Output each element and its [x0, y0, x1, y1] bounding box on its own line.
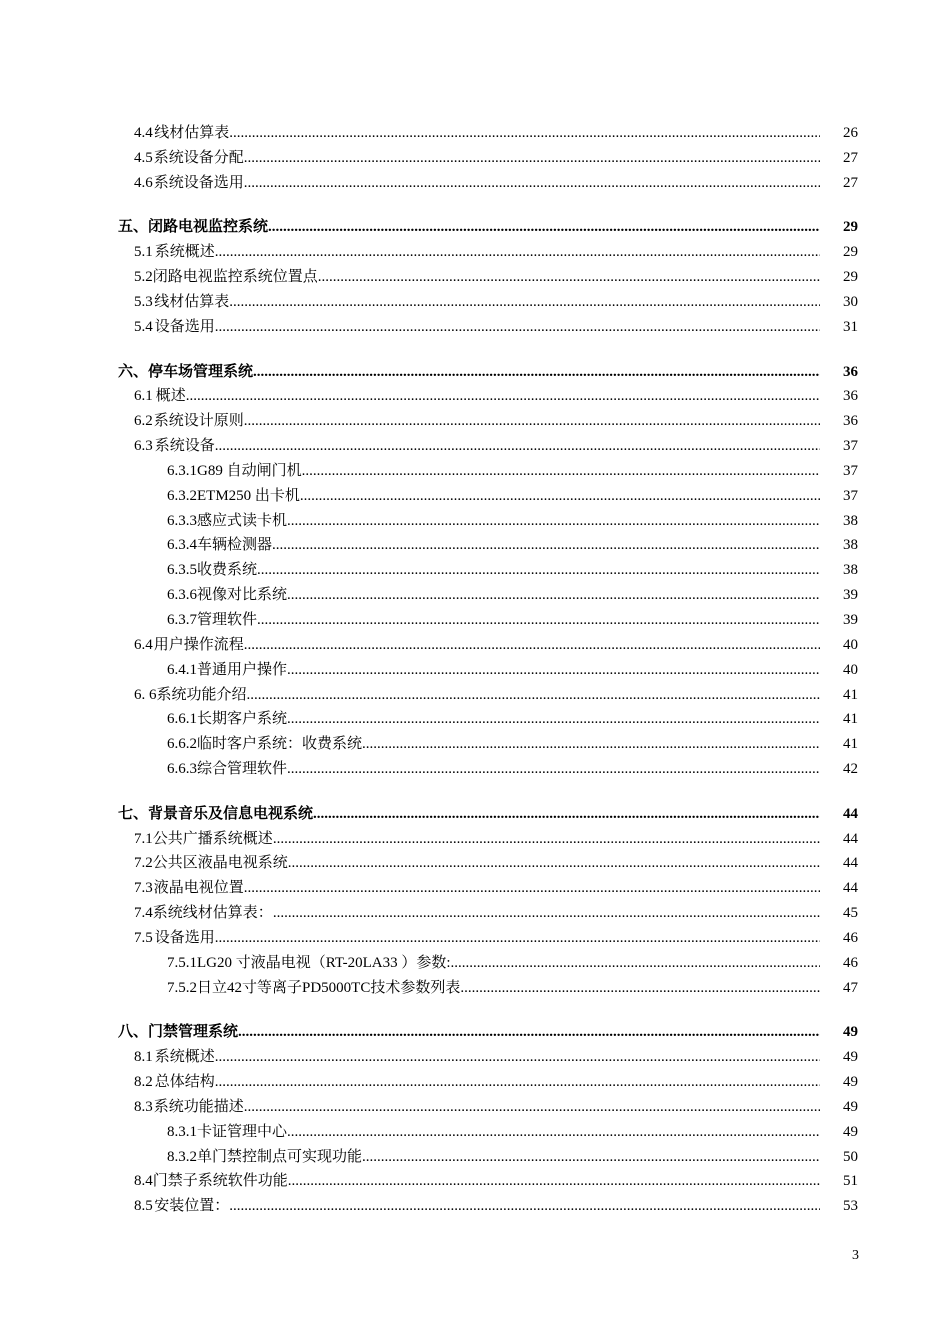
toc-entry-title: 线材估算表: [154, 125, 230, 141]
dot-leader: [362, 1145, 820, 1170]
toc-entry-page: 27: [843, 174, 858, 191]
toc-entry[interactable]: [118, 171, 858, 196]
toc-entry-title: 系统线材估算表：: [152, 905, 273, 922]
toc-entry-title: 安装位置：: [154, 1198, 230, 1215]
dot-leader: [288, 1169, 820, 1194]
toc-entry[interactable]: [118, 1194, 858, 1219]
toc-entry[interactable]: [118, 608, 858, 633]
dot-leader: [244, 633, 820, 658]
toc-entry-title: 6.3.3感应式读卡机: [167, 512, 288, 529]
dot-leader: [287, 509, 820, 534]
toc-entry-page: 51: [843, 1173, 858, 1190]
dot-leader: [362, 732, 820, 757]
toc-entry-title: 总体结构: [154, 1074, 215, 1091]
toc-entry-title: 系统功能介绍: [156, 686, 247, 703]
toc-entry-page: 27: [843, 149, 858, 166]
toc-entry-number: 4.5: [134, 149, 153, 166]
toc-entry-title: 6.6.1长期客户系统: [167, 711, 288, 728]
toc-entry-title: 公共区液晶电视系统: [152, 855, 288, 872]
toc-entry-page: 26: [843, 125, 858, 141]
dot-leader: [268, 215, 820, 240]
page-number: 3: [852, 1248, 859, 1263]
toc-entry-page: 46: [843, 954, 858, 971]
toc-entry-title: 6.6.2临时客户系统：收费系统: [167, 736, 363, 753]
toc-entry-title: 6.6.3综合管理软件: [167, 761, 288, 778]
table-of-contents: [118, 121, 858, 1219]
toc-entry-page: 37: [843, 462, 858, 479]
toc-entry-title: 6.3.4车辆检测器: [167, 537, 273, 554]
toc-entry[interactable]: [118, 926, 858, 951]
toc-entry-page: 38: [843, 562, 858, 579]
toc-entry[interactable]: [118, 360, 858, 385]
toc-entry[interactable]: [118, 976, 858, 1001]
toc-entry-number: 7.3: [134, 880, 153, 897]
toc-entry-title: 门禁子系统软件功能: [152, 1173, 288, 1190]
toc-entry-title: 液晶电视位置: [153, 880, 244, 897]
dot-leader: [215, 315, 820, 340]
toc-entry-page: 49: [843, 1123, 858, 1140]
toc-entry-title: 6.3.6视像对比系统: [167, 587, 288, 604]
toc-entry-page: 29: [843, 219, 858, 236]
dot-leader: [244, 876, 820, 901]
toc-entry-page: 40: [843, 636, 858, 653]
dot-leader: [287, 1120, 820, 1145]
toc-entry-page: 45: [843, 905, 858, 922]
toc-entry-title: 设备选用: [154, 318, 215, 335]
toc-entry[interactable]: [118, 533, 858, 558]
toc-entry[interactable]: [118, 683, 858, 708]
toc-entry-title: 闭路电视监控系统位置点: [152, 269, 318, 286]
toc-entry-number: 8.2: [134, 1074, 153, 1091]
dot-leader: [451, 951, 820, 976]
toc-entry-number: 7.5: [134, 929, 153, 946]
toc-entry-title: 用户操作流程: [153, 636, 244, 653]
toc-entry-title: 线材估算表: [154, 293, 230, 310]
toc-entry-page: 37: [843, 438, 858, 455]
toc-entry-page: 49: [843, 1098, 858, 1115]
toc-entry[interactable]: [118, 384, 858, 409]
toc-entry[interactable]: [118, 558, 858, 583]
toc-entry-title: 6.3.2ETM250 出卡机: [167, 487, 300, 504]
toc-entry-title: 系统功能描述: [153, 1098, 244, 1115]
toc-entry-page: 29: [843, 244, 858, 261]
dot-leader: [253, 360, 820, 385]
dot-leader: [244, 409, 820, 434]
toc-entry-number: 5.3: [134, 293, 153, 310]
toc-entry-page: 39: [843, 611, 858, 628]
toc-entry-number: 7.4: [134, 905, 153, 922]
toc-entry-page: 46: [843, 929, 858, 946]
toc-entry-page: 38: [843, 537, 858, 554]
toc-entry[interactable]: [118, 215, 858, 240]
toc-entry-page: 36: [843, 413, 858, 430]
toc-entry[interactable]: [118, 1070, 858, 1095]
toc-entry[interactable]: [118, 459, 858, 484]
toc-entry[interactable]: [118, 658, 858, 683]
toc-entry[interactable]: [118, 827, 858, 852]
toc-entry-title: 公共广播系统概述: [152, 830, 273, 847]
toc-entry-page: 29: [843, 269, 858, 286]
toc-entry[interactable]: [118, 509, 858, 534]
toc-entry[interactable]: [118, 121, 858, 146]
toc-entry[interactable]: [118, 707, 858, 732]
toc-entry-page: 39: [843, 587, 858, 604]
toc-entry-title: 五、闭路电视监控系统: [118, 219, 269, 236]
toc-entry-title: 七、背景音乐及信息电视系统: [118, 805, 314, 822]
toc-entry[interactable]: [118, 409, 858, 434]
toc-entry-page: 31: [843, 318, 858, 335]
dot-leader: [257, 558, 820, 583]
dot-leader: [229, 290, 820, 315]
toc-entry-number: 6.3: [134, 438, 153, 455]
dot-leader: [313, 802, 820, 827]
toc-entry[interactable]: [118, 484, 858, 509]
toc-entry-page: 49: [843, 1074, 858, 1091]
toc-entry-page: 41: [843, 711, 858, 728]
toc-entry-page: 50: [843, 1148, 858, 1165]
toc-entry[interactable]: [118, 1020, 858, 1045]
toc-entry-title: 设备选用: [154, 929, 215, 946]
toc-entry[interactable]: [118, 851, 858, 876]
dot-leader: [287, 757, 820, 782]
toc-entry-page: 41: [843, 686, 858, 703]
toc-entry-number: 8.4: [134, 1173, 153, 1190]
toc-entry-title: 6.3.7管理软件: [167, 611, 258, 628]
toc-entry[interactable]: [118, 583, 858, 608]
toc-entry-page: 42: [843, 761, 858, 778]
toc-entry[interactable]: [118, 901, 858, 926]
dot-leader: [215, 926, 820, 951]
dot-leader: [229, 1194, 820, 1219]
toc-entry[interactable]: [118, 290, 858, 315]
toc-entry-page: 53: [843, 1198, 858, 1215]
toc-entry-number: 5.1: [134, 244, 153, 261]
toc-entry[interactable]: [118, 146, 858, 171]
toc-entry[interactable]: [118, 265, 858, 290]
toc-entry[interactable]: [118, 240, 858, 265]
dot-leader: [238, 1020, 820, 1045]
toc-entry-title: 系统概述: [154, 1049, 215, 1066]
toc-entry[interactable]: [118, 1120, 858, 1145]
toc-entry-page: 44: [843, 880, 858, 897]
dot-leader: [287, 658, 820, 683]
toc-entry-title: 6.4.1普通用户操作: [167, 661, 288, 678]
toc-entry-title: 8.3.2单门禁控制点可实现功能: [167, 1148, 363, 1165]
toc-entry-page: 44: [843, 805, 858, 822]
dot-leader: [186, 384, 820, 409]
toc-entry-title: 系统概述: [154, 244, 215, 261]
toc-entry[interactable]: [118, 434, 858, 459]
toc-entry-page: 49: [843, 1024, 858, 1041]
dot-leader: [244, 171, 820, 196]
toc-entry[interactable]: [118, 732, 858, 757]
toc-entry-title: 系统设备: [154, 438, 215, 455]
toc-entry-number: 8.1: [134, 1049, 153, 1066]
toc-entry[interactable]: [118, 1045, 858, 1070]
toc-entry-page: 30: [843, 293, 858, 310]
toc-entry[interactable]: [118, 1145, 858, 1170]
toc-entry-title: 概述: [155, 388, 186, 405]
toc-entry-title: 系统设计原则: [153, 413, 244, 430]
toc-entry-number: 6.1: [134, 388, 153, 405]
toc-entry-title: 6.3.5收费系统: [167, 562, 258, 579]
toc-entry-number: 7.1: [134, 830, 153, 847]
toc-entry-page: 40: [843, 661, 858, 678]
toc-entry[interactable]: [118, 1095, 858, 1120]
toc-entry-number: 4.4: [134, 125, 153, 141]
toc-entry-page: 47: [843, 979, 858, 996]
toc-entry[interactable]: [118, 802, 858, 827]
toc-entry-page: 44: [843, 855, 858, 872]
toc-entry-page: 36: [843, 388, 858, 405]
toc-entry-title: 7.5.2日立42寸等离子PD5000TC技术参数列表: [167, 979, 461, 996]
toc-entry-title: 7.5.1LG20 寸液晶电视（RT-20LA33 ）参数:: [167, 954, 451, 971]
toc-entry-page: 37: [843, 487, 858, 504]
dot-leader: [215, 1070, 820, 1095]
toc-entry-page: 41: [843, 736, 858, 753]
dot-leader: [318, 265, 820, 290]
dot-leader: [288, 851, 820, 876]
dot-leader: [244, 1095, 820, 1120]
toc-entry-number: 8.3: [134, 1098, 153, 1115]
toc-entry[interactable]: [118, 1169, 858, 1194]
dot-leader: [215, 1045, 820, 1070]
dot-leader: [273, 827, 820, 852]
dot-leader: [257, 608, 820, 633]
dot-leader: [244, 146, 820, 171]
toc-entry-title: 系统设备选用: [153, 174, 244, 191]
toc-entry-title: 六、停车场管理系统: [118, 363, 254, 380]
toc-entry-title: 8.3.1卡证管理中心: [167, 1123, 288, 1140]
dot-leader: [272, 533, 820, 558]
toc-entry-number: 5.2: [134, 269, 153, 286]
toc-entry-page: 36: [843, 363, 858, 380]
toc-entry-number: 6.4: [134, 636, 153, 653]
dot-leader: [300, 484, 820, 509]
toc-entry-number: 6.2: [134, 413, 153, 430]
dot-leader: [287, 583, 820, 608]
dot-leader: [273, 901, 820, 926]
dot-leader: [302, 459, 820, 484]
toc-entry-title: 系统设备分配: [153, 149, 244, 166]
dot-leader: [460, 976, 820, 1001]
toc-entry-number: 7.2: [134, 855, 153, 872]
dot-leader: [215, 240, 820, 265]
toc-entry[interactable]: [118, 876, 858, 901]
dot-leader: [215, 434, 820, 459]
toc-entry-title: 6.3.1G89 自动闸门机: [167, 462, 302, 479]
toc-entry[interactable]: [118, 315, 858, 340]
toc-entry-number: 5.4: [134, 318, 153, 335]
toc-entry-number: 8.5: [134, 1198, 153, 1215]
toc-entry-number: 4.6: [134, 174, 153, 191]
toc-entry-number: 6. 6: [134, 686, 157, 703]
dot-leader: [287, 707, 820, 732]
dot-leader: [247, 683, 820, 708]
toc-entry-page: 49: [843, 1049, 858, 1066]
dot-leader: [229, 121, 820, 146]
toc-entry[interactable]: [118, 757, 858, 782]
toc-entry[interactable]: [118, 633, 858, 658]
toc-entry[interactable]: [118, 951, 858, 976]
toc-entry-page: 38: [843, 512, 858, 529]
toc-entry-page: 44: [843, 830, 858, 847]
toc-entry-title: 八、门禁管理系统: [118, 1024, 239, 1041]
